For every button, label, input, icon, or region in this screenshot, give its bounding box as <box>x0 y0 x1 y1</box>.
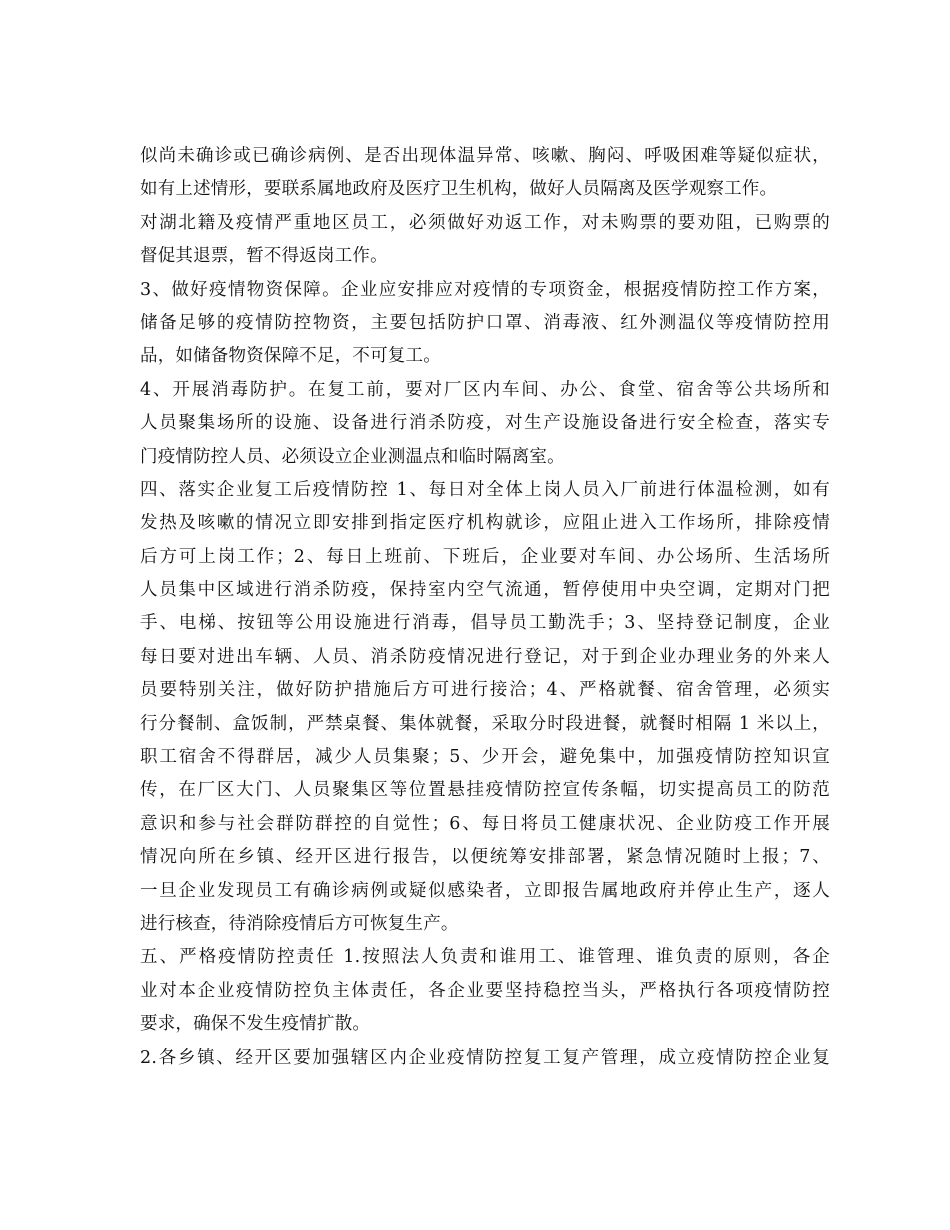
text-line: 四、落实企业复工后疫情防控 1、每日对全体上岗人员入厂前进行体温检测，如有 <box>140 479 830 500</box>
text-line: 督促其退票，暂不得返岗工作。 <box>140 246 388 267</box>
text-line: 五、严格疫情防控责任 1.按照法人负责和谁用工、谁管理、谁负责的原则，各企 <box>140 947 830 968</box>
text-line: 品，如储备物资保障不足，不可复工。 <box>140 346 441 367</box>
text-line: 3、做好疫情物资保障。企业应安排应对疫情的专项资金，根据疫情防控工作方案， <box>140 279 830 300</box>
text-line: 员要特别关注，做好防护措施后方可进行接洽；4、严格就餐、宿舍管理，必须实 <box>140 680 830 701</box>
text-line: 4、开展消毒防护。在复工前，要对厂区内车间、办公、食堂、宿舍等公共场所和 <box>140 379 830 400</box>
text-line: 2.各乡镇、经开区要加强辖区内企业疫情防控复工复产管理，成立疫情防控企业复 <box>140 1047 830 1068</box>
text-line: 职工宿舍不得群居，减少人员集聚；5、少开会，避免集中，加强疫情防控知识宣 <box>140 747 830 768</box>
text-line: 行分餐制、盒饭制，严禁桌餐、集体就餐，采取分时段进餐，就餐时相隔 1 米以上， <box>140 713 830 734</box>
text-line: 情况向所在乡镇、经开区进行报告，以便统筹安排部署，紧急情况随时上报；7、 <box>140 847 830 868</box>
text-line: 一旦企业发现员工有确诊病例或疑似感染者，立即报告属地政府并停止生产，逐人 <box>140 880 830 901</box>
text-line: 要求，确保不发生疫情扩散。 <box>140 1014 371 1035</box>
text-line: 后方可上岗工作；2、每日上班前、下班后，企业要对车间、办公场所、生活场所 <box>140 546 830 567</box>
text-line: 每日要对进出车辆、人员、消杀防疫情况进行登记，对于到企业办理业务的外来人 <box>140 646 830 667</box>
text-line: 人员聚集场所的设施、设备进行消杀防疫，对生产设施设备进行安全检查，落实专 <box>140 413 830 434</box>
text-line: 如有上述情形，要联系属地政府及医疗卫生机构，做好人员隔离及医学观察工作。 <box>140 179 778 200</box>
text-line: 对湖北籍及疫情严重地区员工，必须做好劝返工作，对未购票的要劝阻，已购票的 <box>140 212 830 233</box>
text-line: 意识和参与社会群防群控的自觉性；6、每日将员工健康状况、企业防疫工作开展 <box>140 813 830 834</box>
text-line: 发热及咳嗽的情况立即安排到指定医疗机构就诊，应阻止进入工作场所，排除疫情 <box>140 513 830 534</box>
text-line: 业对本企业疫情防控负主体责任，各企业要坚持稳控当头，严格执行各项疫情防控 <box>140 980 830 1001</box>
text-line: 储备足够的疫情防控物资，主要包括防护口罩、消毒液、红外测温仪等疫情防控用 <box>140 312 830 333</box>
text-line: 似尚未确诊或已确诊病例、是否出现体温异常、咳嗽、胸闷、呼吸困难等疑似症状， <box>140 146 830 166</box>
document-page <box>140 140 830 1075</box>
text-line: 进行核查，待消除疫情后方可恢复生产。 <box>140 913 459 934</box>
text-line: 传，在厂区大门、人员聚集区等位置悬挂疫情防控宣传条幅，切实提高员工的防范 <box>140 780 830 801</box>
text-line: 人员集中区域进行消杀防疫，保持室内空气流通，暂停使用中央空调，定期对门把 <box>140 580 830 601</box>
document-body <box>140 140 830 1075</box>
text-line: 门疫情防控人员、必须设立企业测温点和临时隔离室。 <box>140 446 565 467</box>
text-line: 手、电梯、按钮等公用设施进行消毒，倡导员工勤洗手；3、坚持登记制度，企业 <box>140 613 830 634</box>
